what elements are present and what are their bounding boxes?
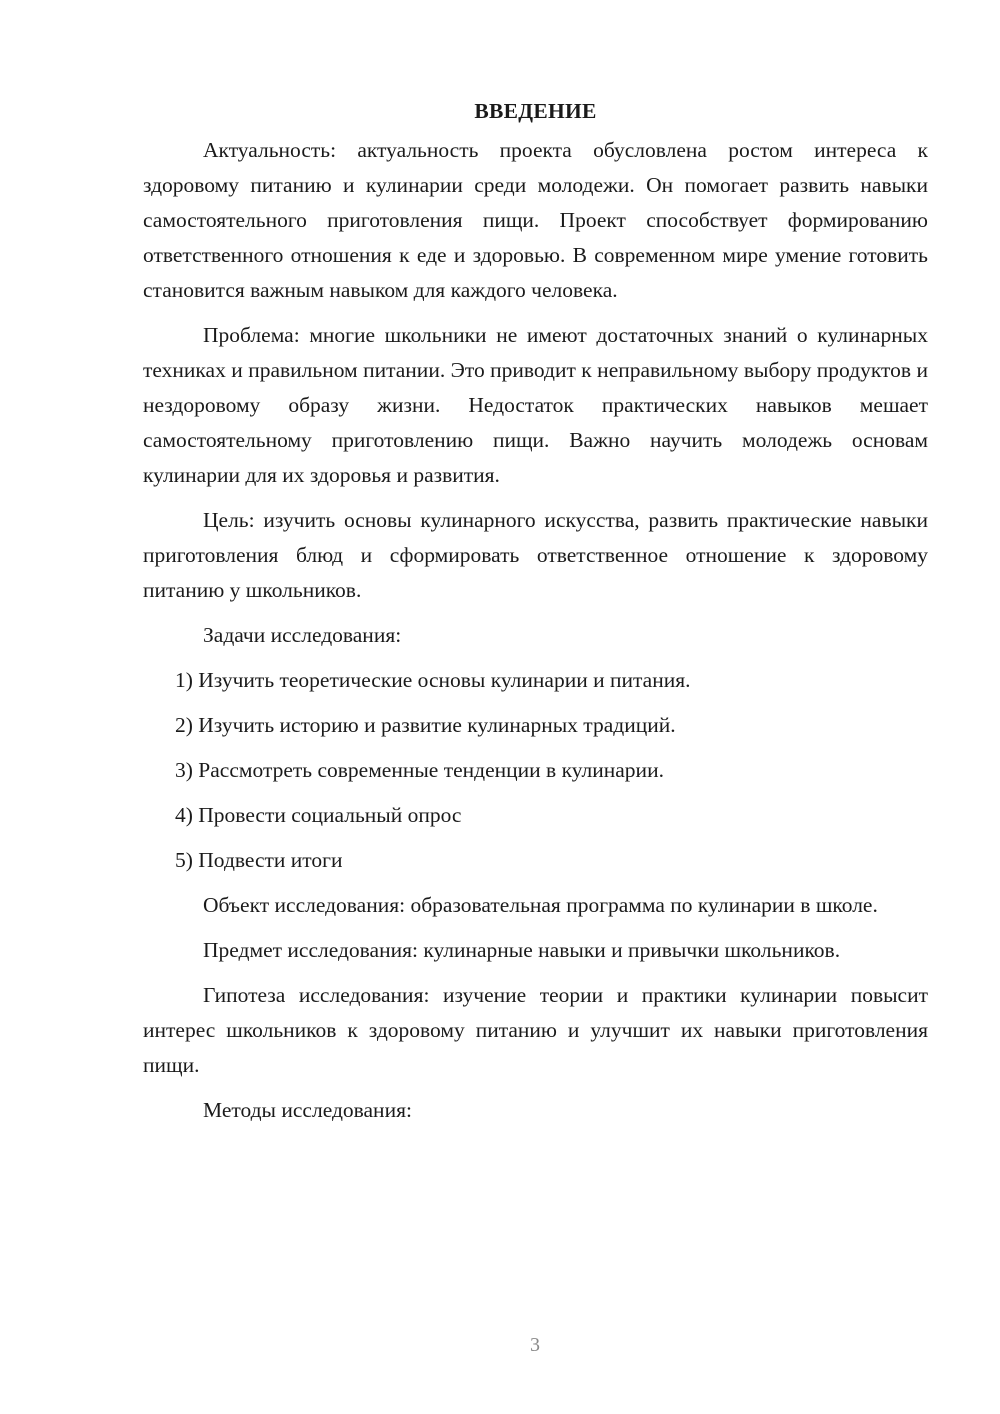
- paragraph-subject: Предмет исследования: кулинарные навыки и привычки школьников.: [203, 938, 841, 962]
- page-content: [143, 94, 928, 1138]
- paragraph-object: Объект исследования: образовательная программа по кулинарии в школе.: [203, 893, 878, 917]
- paragraph-goal: Цель: изучить основы кулинарного искусства, развить практические навыки приготовления блюд и сформировать ответственное отношение к здоровому питанию у школьников.: [143, 508, 928, 602]
- tasks-heading: Задачи исследования:: [203, 623, 402, 647]
- tasks-list: [143, 663, 928, 878]
- page-title: ВВЕДЕНИЕ: [474, 99, 597, 123]
- list-item: 1) Изучить теоретические основы кулинарии и питания.: [175, 668, 691, 692]
- list-item: 2) Изучить историю и развитие кулинарных традиций.: [175, 713, 676, 737]
- list-item: 4) Провести социальный опрос: [175, 803, 462, 827]
- list-item: 3) Рассмотреть современные тенденции в кулинарии.: [175, 758, 664, 782]
- methods-heading: Методы исследования:: [203, 1098, 412, 1122]
- page-number: 3: [530, 1334, 540, 1356]
- list-item: 5) Подвести итоги: [175, 848, 343, 872]
- paragraph-relevance: Актуальность: актуальность проекта обусловлена ростом интереса к здоровому питанию и кулинарии среди молодежи. Он помогает развить навыки самостоятельного приготовления пищи. Проект способствует формированию ответственного отношения к еде и здоровью. В современном мире умение готовить становится важным навыком для каждого человека.: [143, 138, 928, 302]
- paragraph-problem: Проблема: многие школьники не имеют достаточных знаний о кулинарных техниках и правильном питании. Это приводит к неправильному выбору продуктов и нездоровому образу жизни. Недостаток практических навыков мешает самостоятельному приготовлению пищи. Важно научить молодежь основам кулинарии для их здоровья и развития.: [143, 323, 928, 487]
- paragraph-hypothesis: Гипотеза исследования: изучение теории и практики кулинарии повысит интерес школьников к здоровому питанию и улучшит их навыки приготовления пищи.: [143, 983, 928, 1077]
